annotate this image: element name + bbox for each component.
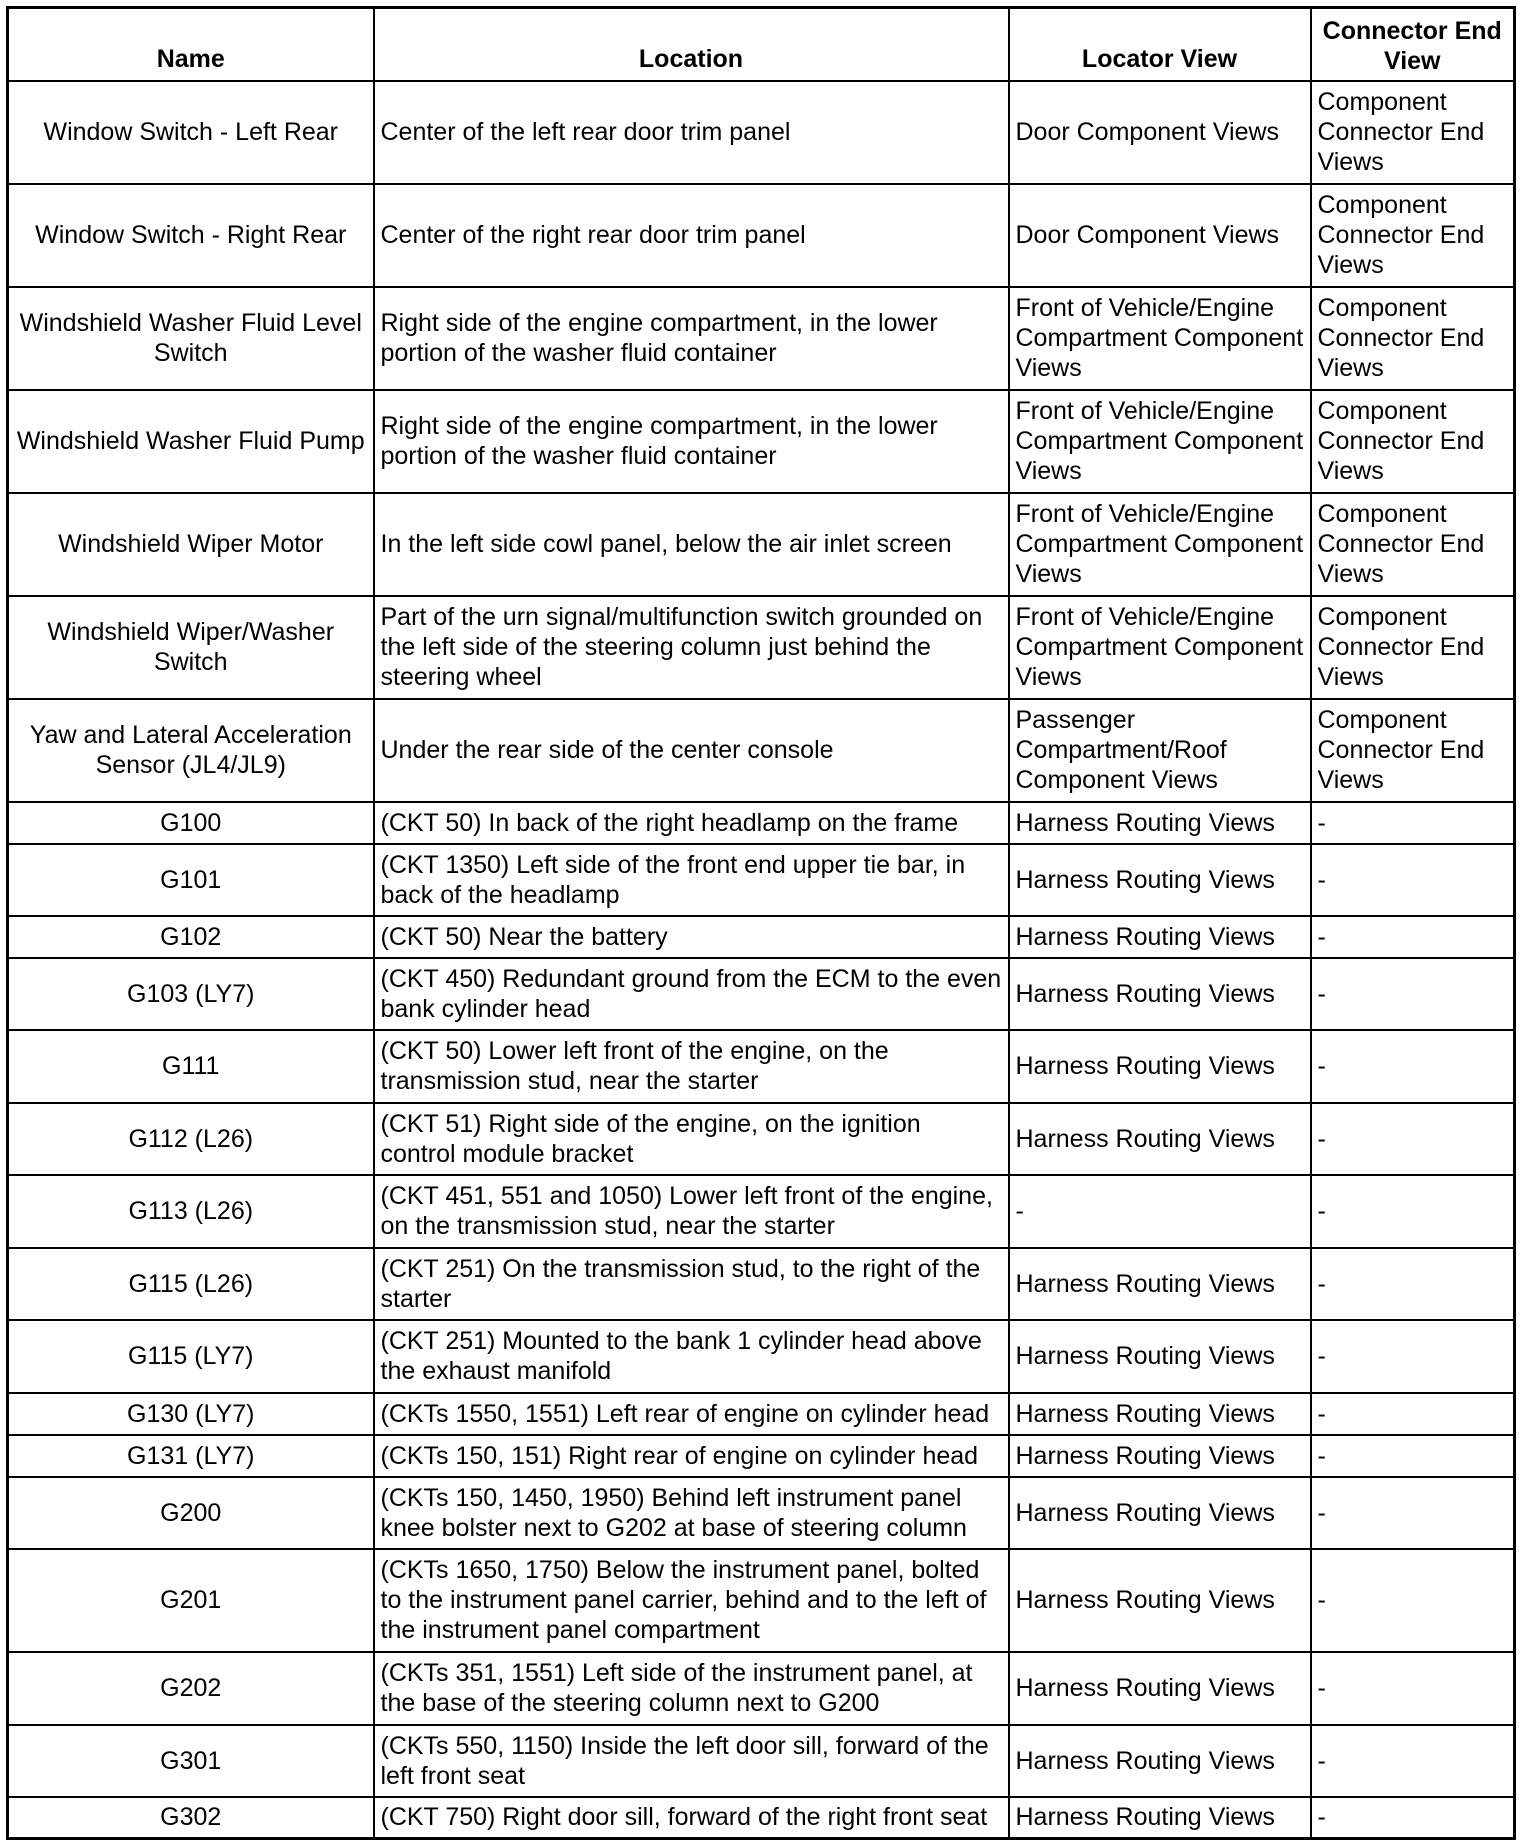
table-row: [8, 958, 1515, 1030]
header-locator-view: Locator View: [1009, 8, 1311, 81]
cell-connector-end-view: Component Connector End Views: [1311, 699, 1515, 802]
cell-locator-view: Harness Routing Views: [1009, 1477, 1311, 1549]
table-row: [8, 844, 1515, 916]
cell-connector-end-view: -: [1311, 1320, 1515, 1393]
cell-connector-end-view: -: [1311, 802, 1515, 844]
table-row: [8, 1435, 1515, 1477]
cell-locator-view: Harness Routing Views: [1009, 844, 1311, 916]
table-body: [8, 81, 1515, 1839]
cell-connector-end-view: -: [1311, 916, 1515, 958]
table-row: [8, 1652, 1515, 1725]
table-row: [8, 184, 1515, 287]
cell-connector-end-view: Component Connector End Views: [1311, 184, 1515, 287]
header-location: Location: [374, 8, 1009, 81]
cell-connector-end-view: -: [1311, 1248, 1515, 1320]
cell-name: G202: [8, 1652, 374, 1725]
cell-location: Part of the urn signal/multifunction switch grounded on the left side of the steering column just behind the steering wheel: [374, 596, 1009, 699]
cell-connector-end-view: -: [1311, 1030, 1515, 1103]
cell-name: Window Switch - Left Rear: [8, 81, 374, 184]
cell-name: G201: [8, 1549, 374, 1652]
cell-name: G102: [8, 916, 374, 958]
cell-name: G131 (LY7): [8, 1435, 374, 1477]
cell-name: Window Switch - Right Rear: [8, 184, 374, 287]
cell-location: (CKTs 150, 1450, 1950) Behind left instrument panel knee bolster next to G202 at base of steering column: [374, 1477, 1009, 1549]
table-row: [8, 1175, 1515, 1248]
table-row: [8, 1549, 1515, 1652]
cell-locator-view: -: [1009, 1175, 1311, 1248]
cell-locator-view: Harness Routing Views: [1009, 1393, 1311, 1435]
cell-connector-end-view: -: [1311, 844, 1515, 916]
cell-locator-view: Front of Vehicle/Engine Compartment Component Views: [1009, 493, 1311, 596]
cell-location: (CKT 750) Right door sill, forward of the right front seat: [374, 1797, 1009, 1839]
cell-connector-end-view: -: [1311, 1725, 1515, 1797]
cell-locator-view: Harness Routing Views: [1009, 1549, 1311, 1652]
cell-name: Windshield Wiper/Washer Switch: [8, 596, 374, 699]
cell-location: Right side of the engine compartment, in the lower portion of the washer fluid container: [374, 390, 1009, 493]
cell-connector-end-view: -: [1311, 958, 1515, 1030]
table-row: [8, 1248, 1515, 1320]
cell-name: G115 (L26): [8, 1248, 374, 1320]
cell-name: G100: [8, 802, 374, 844]
cell-location: (CKT 51) Right side of the engine, on the ignition control module bracket: [374, 1103, 1009, 1175]
cell-location: (CKTs 550, 1150) Inside the left door sill, forward of the left front seat: [374, 1725, 1009, 1797]
cell-locator-view: Harness Routing Views: [1009, 1797, 1311, 1839]
cell-locator-view: Harness Routing Views: [1009, 1030, 1311, 1103]
cell-name: G200: [8, 1477, 374, 1549]
cell-location: (CKT 1350) Left side of the front end upper tie bar, in back of the headlamp: [374, 844, 1009, 916]
cell-connector-end-view: -: [1311, 1797, 1515, 1839]
cell-locator-view: Harness Routing Views: [1009, 1435, 1311, 1477]
cell-location: Right side of the engine compartment, in the lower portion of the washer fluid container: [374, 287, 1009, 390]
cell-name: G101: [8, 844, 374, 916]
table-row: [8, 1477, 1515, 1549]
table-row: [8, 1725, 1515, 1797]
cell-location: (CKT 50) Near the battery: [374, 916, 1009, 958]
cell-locator-view: Front of Vehicle/Engine Compartment Component Views: [1009, 287, 1311, 390]
cell-location: (CKTs 150, 151) Right rear of engine on cylinder head: [374, 1435, 1009, 1477]
table-row: [8, 1320, 1515, 1393]
cell-location: In the left side cowl panel, below the air inlet screen: [374, 493, 1009, 596]
cell-name: G302: [8, 1797, 374, 1839]
cell-connector-end-view: Component Connector End Views: [1311, 81, 1515, 184]
cell-connector-end-view: -: [1311, 1549, 1515, 1652]
cell-connector-end-view: Component Connector End Views: [1311, 493, 1515, 596]
cell-name: Windshield Wiper Motor: [8, 493, 374, 596]
cell-location: (CKT 451, 551 and 1050) Lower left front of the engine, on the transmission stud, near the starter: [374, 1175, 1009, 1248]
cell-locator-view: Harness Routing Views: [1009, 1248, 1311, 1320]
cell-location: (CKT 251) On the transmission stud, to the right of the starter: [374, 1248, 1009, 1320]
cell-location: Center of the left rear door trim panel: [374, 81, 1009, 184]
cell-connector-end-view: Component Connector End Views: [1311, 596, 1515, 699]
cell-name: Windshield Washer Fluid Level Switch: [8, 287, 374, 390]
cell-locator-view: Front of Vehicle/Engine Compartment Component Views: [1009, 596, 1311, 699]
cell-connector-end-view: -: [1311, 1652, 1515, 1725]
cell-name: Yaw and Lateral Acceleration Sensor (JL4/JL9): [8, 699, 374, 802]
header-name: Name: [8, 8, 374, 81]
cell-location: (CKT 450) Redundant ground from the ECM to the even bank cylinder head: [374, 958, 1009, 1030]
cell-name: G130 (LY7): [8, 1393, 374, 1435]
cell-locator-view: Door Component Views: [1009, 81, 1311, 184]
cell-name: G301: [8, 1725, 374, 1797]
cell-location: (CKTs 351, 1551) Left side of the instrument panel, at the base of the steering column next to G200: [374, 1652, 1009, 1725]
cell-locator-view: Harness Routing Views: [1009, 916, 1311, 958]
cell-location: (CKT 251) Mounted to the bank 1 cylinder head above the exhaust manifold: [374, 1320, 1009, 1393]
cell-location: (CKT 50) Lower left front of the engine, on the transmission stud, near the starter: [374, 1030, 1009, 1103]
header-connector-end-view: Connector End View: [1311, 8, 1515, 81]
cell-name: G111: [8, 1030, 374, 1103]
cell-locator-view: Passenger Compartment/Roof Component Views: [1009, 699, 1311, 802]
cell-location: (CKT 50) In back of the right headlamp on the frame: [374, 802, 1009, 844]
cell-locator-view: Harness Routing Views: [1009, 958, 1311, 1030]
table-row: [8, 1103, 1515, 1175]
header-row: [8, 8, 1515, 81]
cell-connector-end-view: -: [1311, 1393, 1515, 1435]
table-row: [8, 390, 1515, 493]
cell-locator-view: Harness Routing Views: [1009, 802, 1311, 844]
cell-connector-end-view: Component Connector End Views: [1311, 390, 1515, 493]
table-row: [8, 596, 1515, 699]
table-row: [8, 916, 1515, 958]
cell-name: Windshield Washer Fluid Pump: [8, 390, 374, 493]
table-row: [8, 1797, 1515, 1839]
cell-location: (CKTs 1550, 1551) Left rear of engine on cylinder head: [374, 1393, 1009, 1435]
component-locator-table: [6, 6, 1516, 1840]
table-row: [8, 802, 1515, 844]
table-row: [8, 81, 1515, 184]
cell-locator-view: Harness Routing Views: [1009, 1320, 1311, 1393]
cell-locator-view: Front of Vehicle/Engine Compartment Component Views: [1009, 390, 1311, 493]
cell-name: G103 (LY7): [8, 958, 374, 1030]
cell-locator-view: Harness Routing Views: [1009, 1103, 1311, 1175]
cell-location: (CKTs 1650, 1750) Below the instrument panel, bolted to the instrument panel carrier, behind and to the left of the instrument panel compartment: [374, 1549, 1009, 1652]
cell-name: G112 (L26): [8, 1103, 374, 1175]
cell-connector-end-view: Component Connector End Views: [1311, 287, 1515, 390]
table-row: [8, 699, 1515, 802]
table-row: [8, 1393, 1515, 1435]
cell-location: Under the rear side of the center console: [374, 699, 1009, 802]
cell-connector-end-view: -: [1311, 1435, 1515, 1477]
cell-location: Center of the right rear door trim panel: [374, 184, 1009, 287]
cell-connector-end-view: -: [1311, 1477, 1515, 1549]
cell-name: G115 (LY7): [8, 1320, 374, 1393]
cell-connector-end-view: -: [1311, 1103, 1515, 1175]
table-row: [8, 493, 1515, 596]
cell-name: G113 (L26): [8, 1175, 374, 1248]
cell-connector-end-view: -: [1311, 1175, 1515, 1248]
cell-locator-view: Harness Routing Views: [1009, 1725, 1311, 1797]
table-row: [8, 287, 1515, 390]
cell-locator-view: Door Component Views: [1009, 184, 1311, 287]
cell-locator-view: Harness Routing Views: [1009, 1652, 1311, 1725]
table-row: [8, 1030, 1515, 1103]
